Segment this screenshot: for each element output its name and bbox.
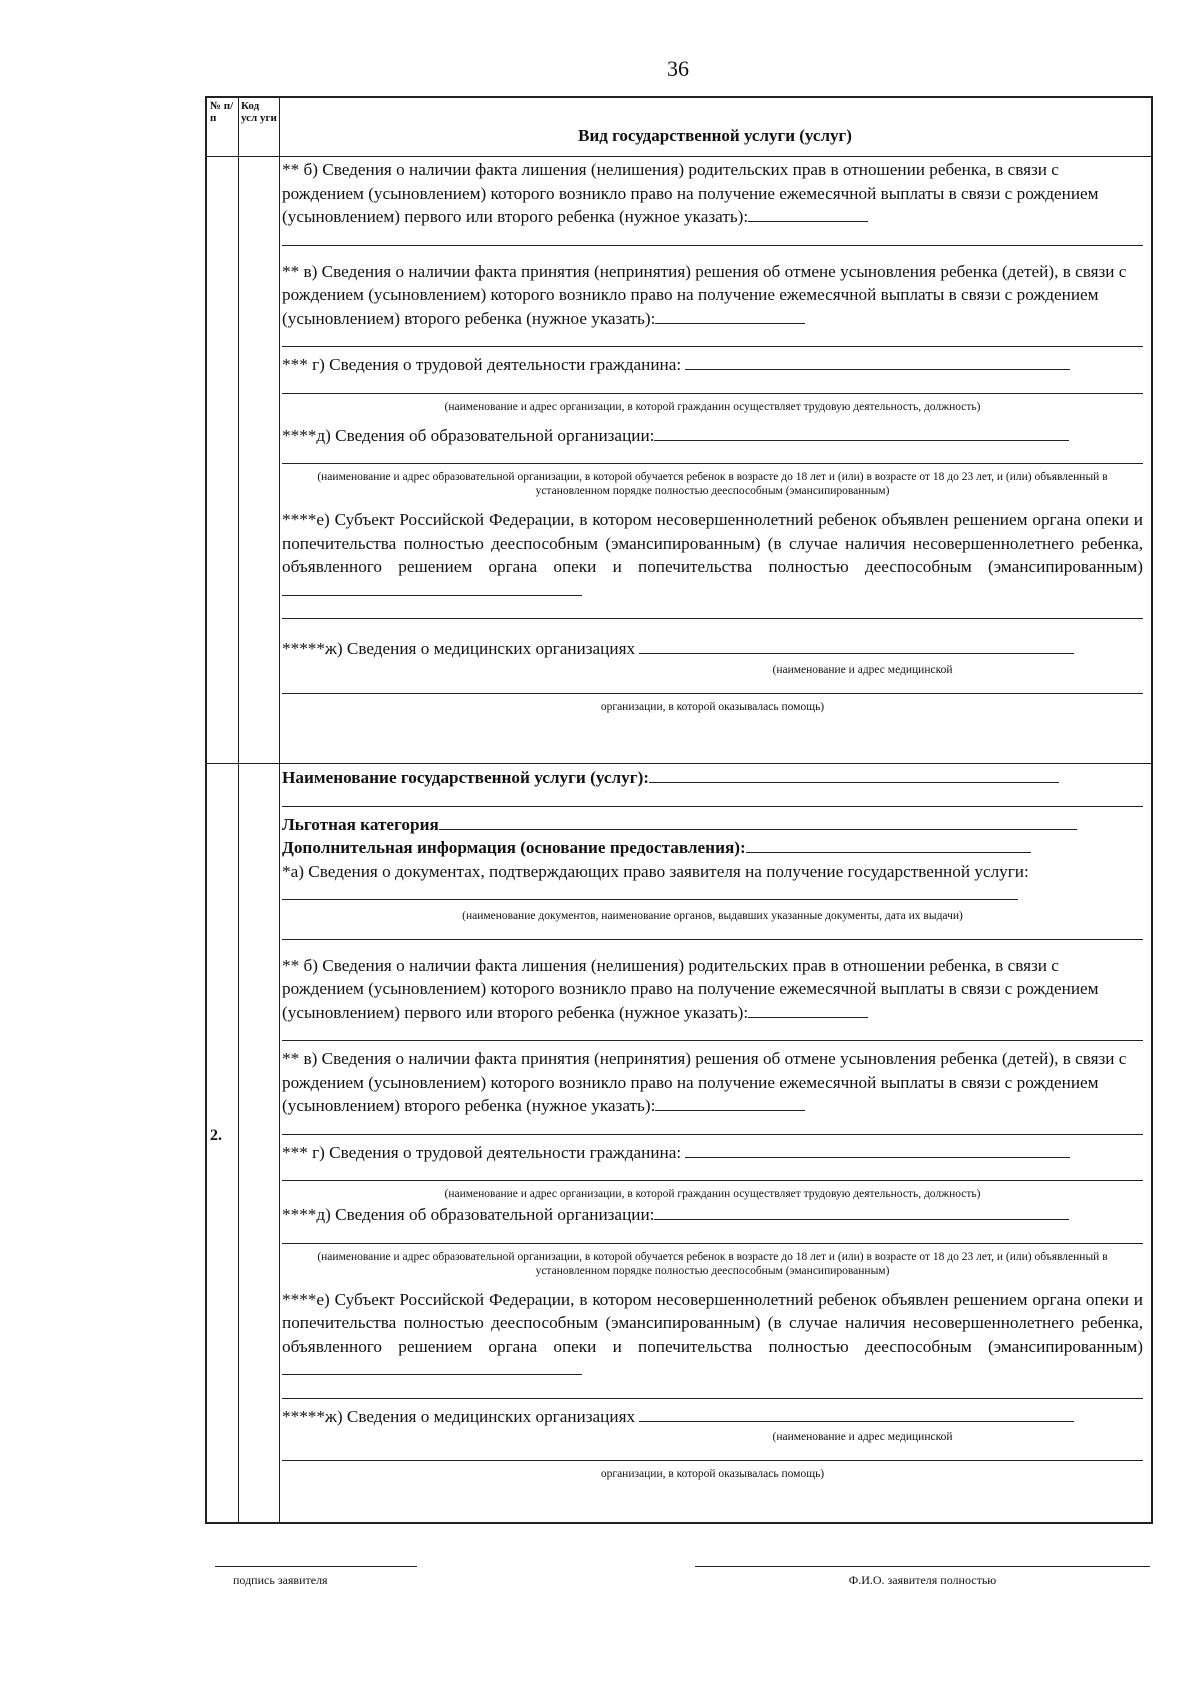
row1-education-caption: (наименование и адрес образовательной организации, в которой обучается ребенок в возрасте до 18 лет и (или) в возрасте от 18 до 23 лет, и (или) объявленный в установленном порядке полностью дееспособным (эмансипированным) (317, 471, 1108, 497)
fill-line[interactable] (282, 1026, 1143, 1041)
fill-field[interactable] (655, 307, 805, 324)
fill-line[interactable] (282, 792, 1143, 807)
service-name-field: Наименование государственной услуги (услуг): (282, 766, 1143, 790)
row1-item-b: ** б) Сведения о наличии факта лишения (нелишения) родительских прав в отношении ребенка, в связи с рождением (усыновлением) которого возникло право на получение ежемесячной выплаты в связи с рождением (усыновлением) первого или второго ребенка (нужное указать): (282, 160, 1099, 226)
row2-documents-caption: (наименование документов, наименование органов, выдавших указанные документы, дата их выдачи) (462, 909, 963, 922)
row2-item-b: ** б) Сведения о наличии факта лишения (нелишения) родительских прав в отношении ребенка, в связи с рождением (усыновлением) которого возникло право на получение ежемесячной выплаты в связи с рождением (усыновлением) первого или второго ребенка (нужное указать): (282, 955, 1099, 1022)
fill-line[interactable] (282, 1166, 1143, 1181)
row1-item-v: ** в) Сведения о наличии факта принятия (непринятия) решения об отмене усыновления ребенка (детей), в связи с рождением (усыновлением) которого возникло право на получение ежемесячной выплаты в связи с рождением (усыновлением) второго ребенка (нужное указать): (282, 261, 1127, 328)
row1-item-d: ****д) Сведения об образовательной организации: (282, 424, 1143, 448)
fill-field[interactable] (639, 637, 1074, 654)
row-divider (207, 763, 1151, 764)
row1-item-zh: *****ж) Сведения о медицинских организациях (282, 637, 1143, 661)
applicant-name-block (695, 1566, 1150, 1588)
fill-field[interactable] (685, 353, 1070, 370)
column-divider (238, 98, 239, 1522)
fill-line[interactable] (282, 1120, 1143, 1135)
row1-item-e: ****е) Субъект Российской Федерации, в котором несовершеннолетний ребенок объявлен решением органа опеки и попечительства полностью дееспособным (эмансипированным) (в случае наличия несовершеннолетнего ребенка, объявленного решением органа опеки и попечительства полностью дееспособным (эмансипированным) (282, 508, 1143, 602)
row1-employment-caption: (наименование и адрес организации, в которой гражданин осуществляет трудовую деятельность, должность) (444, 400, 981, 413)
additional-info-field: Дополнительная информация (основание предоставления): (282, 836, 1143, 860)
fill-field[interactable] (639, 1405, 1074, 1422)
fill-field[interactable] (439, 813, 1077, 830)
row-1-content (282, 158, 1143, 716)
fill-line[interactable] (282, 1229, 1143, 1244)
fill-field[interactable] (748, 1001, 868, 1018)
header-divider (207, 156, 1151, 157)
row2-item-e: ****е) Субъект Российской Федерации, в котором несовершеннолетний ребенок объявлен решением органа опеки и попечительства полностью дееспособным (эмансипированным) (в случае наличия несовершеннолетнего ребенка, объявленного решением органа опеки и попечительства полностью дееспособным (эмансипированным) (282, 1288, 1143, 1382)
row2-item-g: *** г) Сведения о трудовой деятельности гражданина: (282, 1141, 1143, 1165)
header-service-type: Вид государственной услуги (услуг) (578, 126, 852, 145)
applicant-signature-label: подпись заявителя (233, 1573, 328, 1587)
applicant-signature-block (215, 1566, 417, 1588)
row2-medical-caption: (наименование и адрес медицинской (772, 1431, 953, 1443)
fill-line[interactable] (282, 332, 1143, 347)
fill-field[interactable] (748, 205, 868, 222)
benefit-category-field: Льготная категория (282, 813, 1143, 837)
row1-item-g: *** г) Сведения о трудовой деятельности гражданина: (282, 353, 1143, 377)
row1-medical-caption-2: организации, в которой оказывалась помощь) (600, 700, 825, 713)
fill-field[interactable] (746, 836, 1031, 853)
fill-field[interactable] (654, 424, 1069, 441)
header-code-column: Код усл уги (241, 100, 277, 124)
row1-medical-caption: (наименование и адрес медицинской (772, 663, 953, 676)
fill-line[interactable] (282, 231, 1143, 246)
row2-item-zh: *****ж) Сведения о медицинских организациях (282, 1405, 1143, 1429)
fill-field[interactable] (685, 1141, 1070, 1158)
row2-item-a: *а) Сведения о документах, подтверждающих право заявителя на получение государственной услуги: (282, 860, 1143, 907)
row2-education-caption: (наименование и адрес образовательной организации, в которой обучается ребенок в возрасте до 18 лет и (или) в возрасте от 18 до 23 лет, и (или) объявленный в установленном порядке полностью дееспособным (эмансипированным) (317, 1250, 1108, 1277)
fill-line[interactable] (282, 379, 1143, 394)
name-line[interactable] (695, 1566, 1150, 1567)
fill-field[interactable] (655, 1094, 805, 1111)
fill-field[interactable] (654, 1203, 1069, 1220)
fill-line[interactable] (282, 449, 1143, 464)
row2-item-d: ****д) Сведения об образовательной организации: (282, 1203, 1143, 1227)
page-number: 36 (667, 56, 689, 81)
fill-line[interactable] (282, 679, 1143, 694)
row2-medical-caption-2: организации, в которой оказывалась помощь) (600, 1468, 825, 1480)
fill-field[interactable] (282, 883, 1018, 900)
fill-line[interactable] (282, 1384, 1143, 1399)
fill-field[interactable] (282, 579, 582, 596)
fill-field[interactable] (649, 766, 1059, 783)
row2-employment-caption: (наименование и адрес организации, в которой гражданин осуществляет трудовую деятельность, должность) (444, 1188, 981, 1200)
signature-line[interactable] (215, 1566, 417, 1567)
row-2-content (282, 766, 1143, 1483)
column-divider (279, 98, 280, 1522)
fill-line[interactable] (282, 1446, 1143, 1461)
applicant-name-label: Ф.И.О. заявителя полностью (848, 1573, 997, 1587)
header-number-column: № п/ п (210, 100, 234, 124)
row-2-number: 2. (210, 1127, 222, 1144)
fill-field[interactable] (282, 1358, 582, 1375)
row2-item-v: ** в) Сведения о наличии факта принятия (непринятия) решения об отмене усыновления ребенка (детей), в связи с рождением (усыновлением) которого возникло право на получение ежемесячной выплаты в связи с рождением (усыновлением) второго ребенка (нужное указать): (282, 1049, 1127, 1115)
services-table (205, 96, 1153, 1524)
fill-line[interactable] (282, 925, 1143, 940)
fill-line[interactable] (282, 604, 1143, 619)
